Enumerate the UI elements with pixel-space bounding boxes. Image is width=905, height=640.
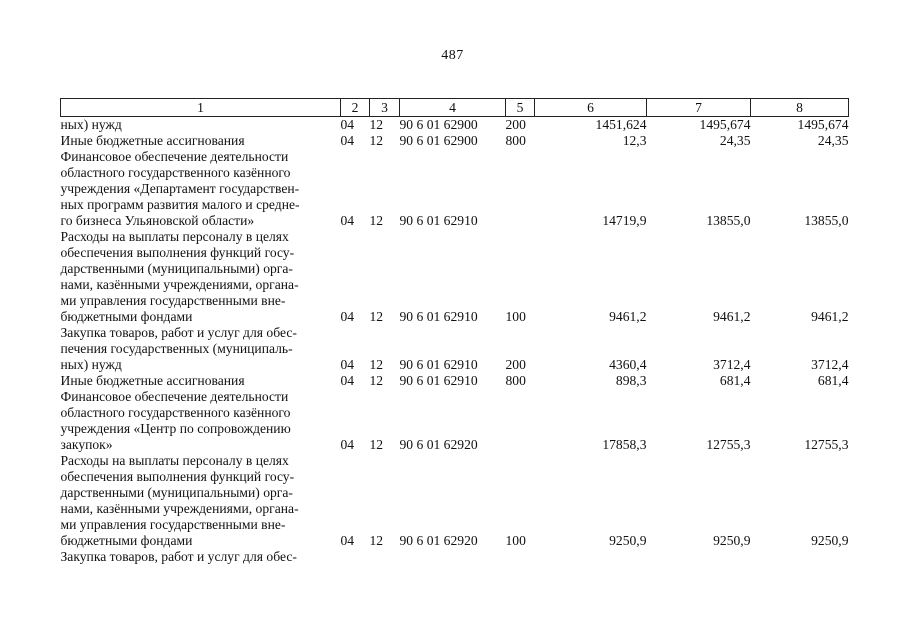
description-line: ных) нужд bbox=[60, 117, 122, 132]
amount-col-7: 1495,674 bbox=[699, 117, 751, 132]
row-description bbox=[61, 549, 341, 565]
row-description bbox=[61, 325, 341, 373]
description-line: Расходы на выплаты персоналу в целях bbox=[60, 453, 289, 468]
header-col-4: 4 bbox=[400, 99, 506, 117]
amount-col-8: 24,35 bbox=[817, 133, 849, 148]
amount-col-7: 12755,3 bbox=[706, 437, 751, 452]
amount-col-8: 13855,0 bbox=[804, 213, 849, 228]
subsection-code: 12 bbox=[369, 533, 384, 548]
page-number: 487 bbox=[441, 48, 464, 63]
subsection-code: 12 bbox=[369, 437, 384, 452]
description-line: Иные бюджетные ассигнования bbox=[60, 133, 245, 148]
subsection-code: 12 bbox=[369, 357, 384, 372]
description-line: дарственными (муниципальными) орга- bbox=[60, 485, 293, 500]
section-code: 04 bbox=[340, 133, 355, 148]
amount-col-7: 9250,9 bbox=[713, 533, 751, 548]
section-code: 04 bbox=[340, 309, 355, 324]
expense-type-code: 200 bbox=[505, 357, 526, 372]
header-col-2: 2 bbox=[341, 99, 370, 117]
header-col-7: 7 bbox=[647, 99, 751, 117]
description-line: областного государственного казённого bbox=[60, 165, 291, 180]
target-article-code: 90 6 01 62910 bbox=[399, 309, 478, 324]
header-row bbox=[61, 99, 849, 117]
subsection-code: 12 bbox=[369, 117, 384, 132]
amount-col-6: 9250,9 bbox=[609, 533, 647, 548]
description-line: обеспечения выполнения функций госу- bbox=[60, 245, 295, 260]
row-description bbox=[61, 453, 341, 549]
expense-type-code bbox=[506, 149, 535, 229]
description-line: ных программ развития малого и средне- bbox=[60, 197, 300, 212]
subsection-code: 12 bbox=[369, 213, 384, 228]
description-line: бюджетными фондами bbox=[60, 533, 193, 548]
row-description bbox=[61, 133, 341, 149]
table-body bbox=[61, 117, 849, 566]
target-article-code: 90 6 01 62920 bbox=[399, 437, 478, 452]
amount-col-6: 4360,4 bbox=[609, 357, 647, 372]
description-line: обеспечения выполнения функций госу- bbox=[60, 469, 295, 484]
section-code: 04 bbox=[340, 213, 355, 228]
amount-col-8: 9461,2 bbox=[811, 309, 849, 324]
description-line: учреждения «Департамент государствен- bbox=[60, 181, 300, 196]
table-row bbox=[61, 149, 849, 229]
expense-type-code: 800 bbox=[505, 373, 526, 388]
table-row bbox=[61, 117, 849, 134]
section-code: 04 bbox=[340, 533, 355, 548]
amount-col-8: 681,4 bbox=[817, 373, 849, 388]
header-col-8: 8 bbox=[751, 99, 849, 117]
subsection-code bbox=[370, 549, 400, 565]
table-row bbox=[61, 453, 849, 549]
amount-col-6: 9461,2 bbox=[609, 309, 647, 324]
section-code: 04 bbox=[340, 117, 355, 132]
expense-type-code: 100 bbox=[505, 309, 526, 324]
header-col-6: 6 bbox=[535, 99, 647, 117]
subsection-code: 12 bbox=[369, 373, 384, 388]
description-line: закупок» bbox=[60, 437, 113, 452]
amount-col-6: 898,3 bbox=[615, 373, 647, 388]
budget-table bbox=[60, 98, 849, 565]
description-line: учреждения «Центр по сопровождению bbox=[60, 421, 291, 436]
amount-col-6: 12,3 bbox=[622, 133, 647, 148]
amount-col-7: 13855,0 bbox=[706, 213, 751, 228]
description-line: ных) нужд bbox=[60, 357, 122, 372]
target-article-code: 90 6 01 62910 bbox=[399, 357, 478, 372]
table-row bbox=[61, 133, 849, 149]
row-description bbox=[61, 373, 341, 389]
description-line: нами, казёнными учреждениями, органа- bbox=[60, 277, 299, 292]
row-description bbox=[61, 389, 341, 453]
amount-col-8 bbox=[751, 549, 849, 565]
amount-col-8: 1495,674 bbox=[797, 117, 849, 132]
row-description bbox=[61, 229, 341, 325]
target-article-code: 90 6 01 62910 bbox=[399, 213, 478, 228]
amount-col-6: 1451,624 bbox=[595, 117, 647, 132]
description-line: Закупка товаров, работ и услуг для обес- bbox=[60, 325, 297, 340]
table-row bbox=[61, 389, 849, 453]
header-col-5: 5 bbox=[506, 99, 535, 117]
table-row bbox=[61, 549, 849, 565]
description-line: Финансовое обеспечение деятельности bbox=[60, 149, 289, 164]
expense-type-code: 800 bbox=[505, 133, 526, 148]
amount-col-7: 9461,2 bbox=[713, 309, 751, 324]
expense-type-code bbox=[506, 549, 535, 565]
description-line: Закупка товаров, работ и услуг для обес- bbox=[60, 549, 297, 564]
target-article-code: 90 6 01 62900 bbox=[399, 133, 478, 148]
description-line: нами, казёнными учреждениями, органа- bbox=[60, 501, 299, 516]
table-row bbox=[61, 229, 849, 325]
table-row bbox=[61, 325, 849, 373]
amount-col-7: 681,4 bbox=[719, 373, 751, 388]
table-row bbox=[61, 373, 849, 389]
description-line: Иные бюджетные ассигнования bbox=[60, 373, 245, 388]
description-line: дарственными (муниципальными) орга- bbox=[60, 261, 293, 276]
amount-col-8: 9250,9 bbox=[811, 533, 849, 548]
target-article-code: 90 6 01 62900 bbox=[399, 117, 478, 132]
amount-col-6: 17858,3 bbox=[602, 437, 647, 452]
amount-col-7: 24,35 bbox=[719, 133, 751, 148]
subsection-code: 12 bbox=[369, 309, 384, 324]
expense-type-code: 200 bbox=[505, 117, 526, 132]
subsection-code: 12 bbox=[369, 133, 384, 148]
amount-col-6 bbox=[535, 549, 647, 565]
description-line: го бизнеса Ульяновской области» bbox=[60, 213, 255, 228]
description-line: Расходы на выплаты персоналу в целях bbox=[60, 229, 289, 244]
section-code: 04 bbox=[340, 373, 355, 388]
amount-col-6: 14719,9 bbox=[602, 213, 647, 228]
description-line: бюджетными фондами bbox=[60, 309, 193, 324]
description-line: областного государственного казённого bbox=[60, 405, 291, 420]
row-description bbox=[61, 149, 341, 229]
expense-type-code: 100 bbox=[505, 533, 526, 548]
target-article-code bbox=[400, 549, 506, 565]
section-code: 04 bbox=[340, 437, 355, 452]
target-article-code: 90 6 01 62910 bbox=[399, 373, 478, 388]
amount-col-8: 12755,3 bbox=[804, 437, 849, 452]
description-line: ми управления государственными вне- bbox=[60, 517, 286, 532]
header-col-1: 1 bbox=[61, 99, 341, 117]
amount-col-8: 3712,4 bbox=[811, 357, 849, 372]
target-article-code: 90 6 01 62920 bbox=[399, 533, 478, 548]
description-line: печения государственных (муниципаль- bbox=[60, 341, 293, 356]
expense-type-code bbox=[506, 389, 535, 453]
row-description bbox=[61, 117, 341, 134]
amount-col-7: 3712,4 bbox=[713, 357, 751, 372]
section-code bbox=[341, 549, 370, 565]
description-line: ми управления государственными вне- bbox=[60, 293, 286, 308]
section-code: 04 bbox=[340, 357, 355, 372]
table-header bbox=[61, 99, 849, 117]
description-line: Финансовое обеспечение деятельности bbox=[60, 389, 289, 404]
header-col-3: 3 bbox=[370, 99, 400, 117]
amount-col-7 bbox=[647, 549, 751, 565]
